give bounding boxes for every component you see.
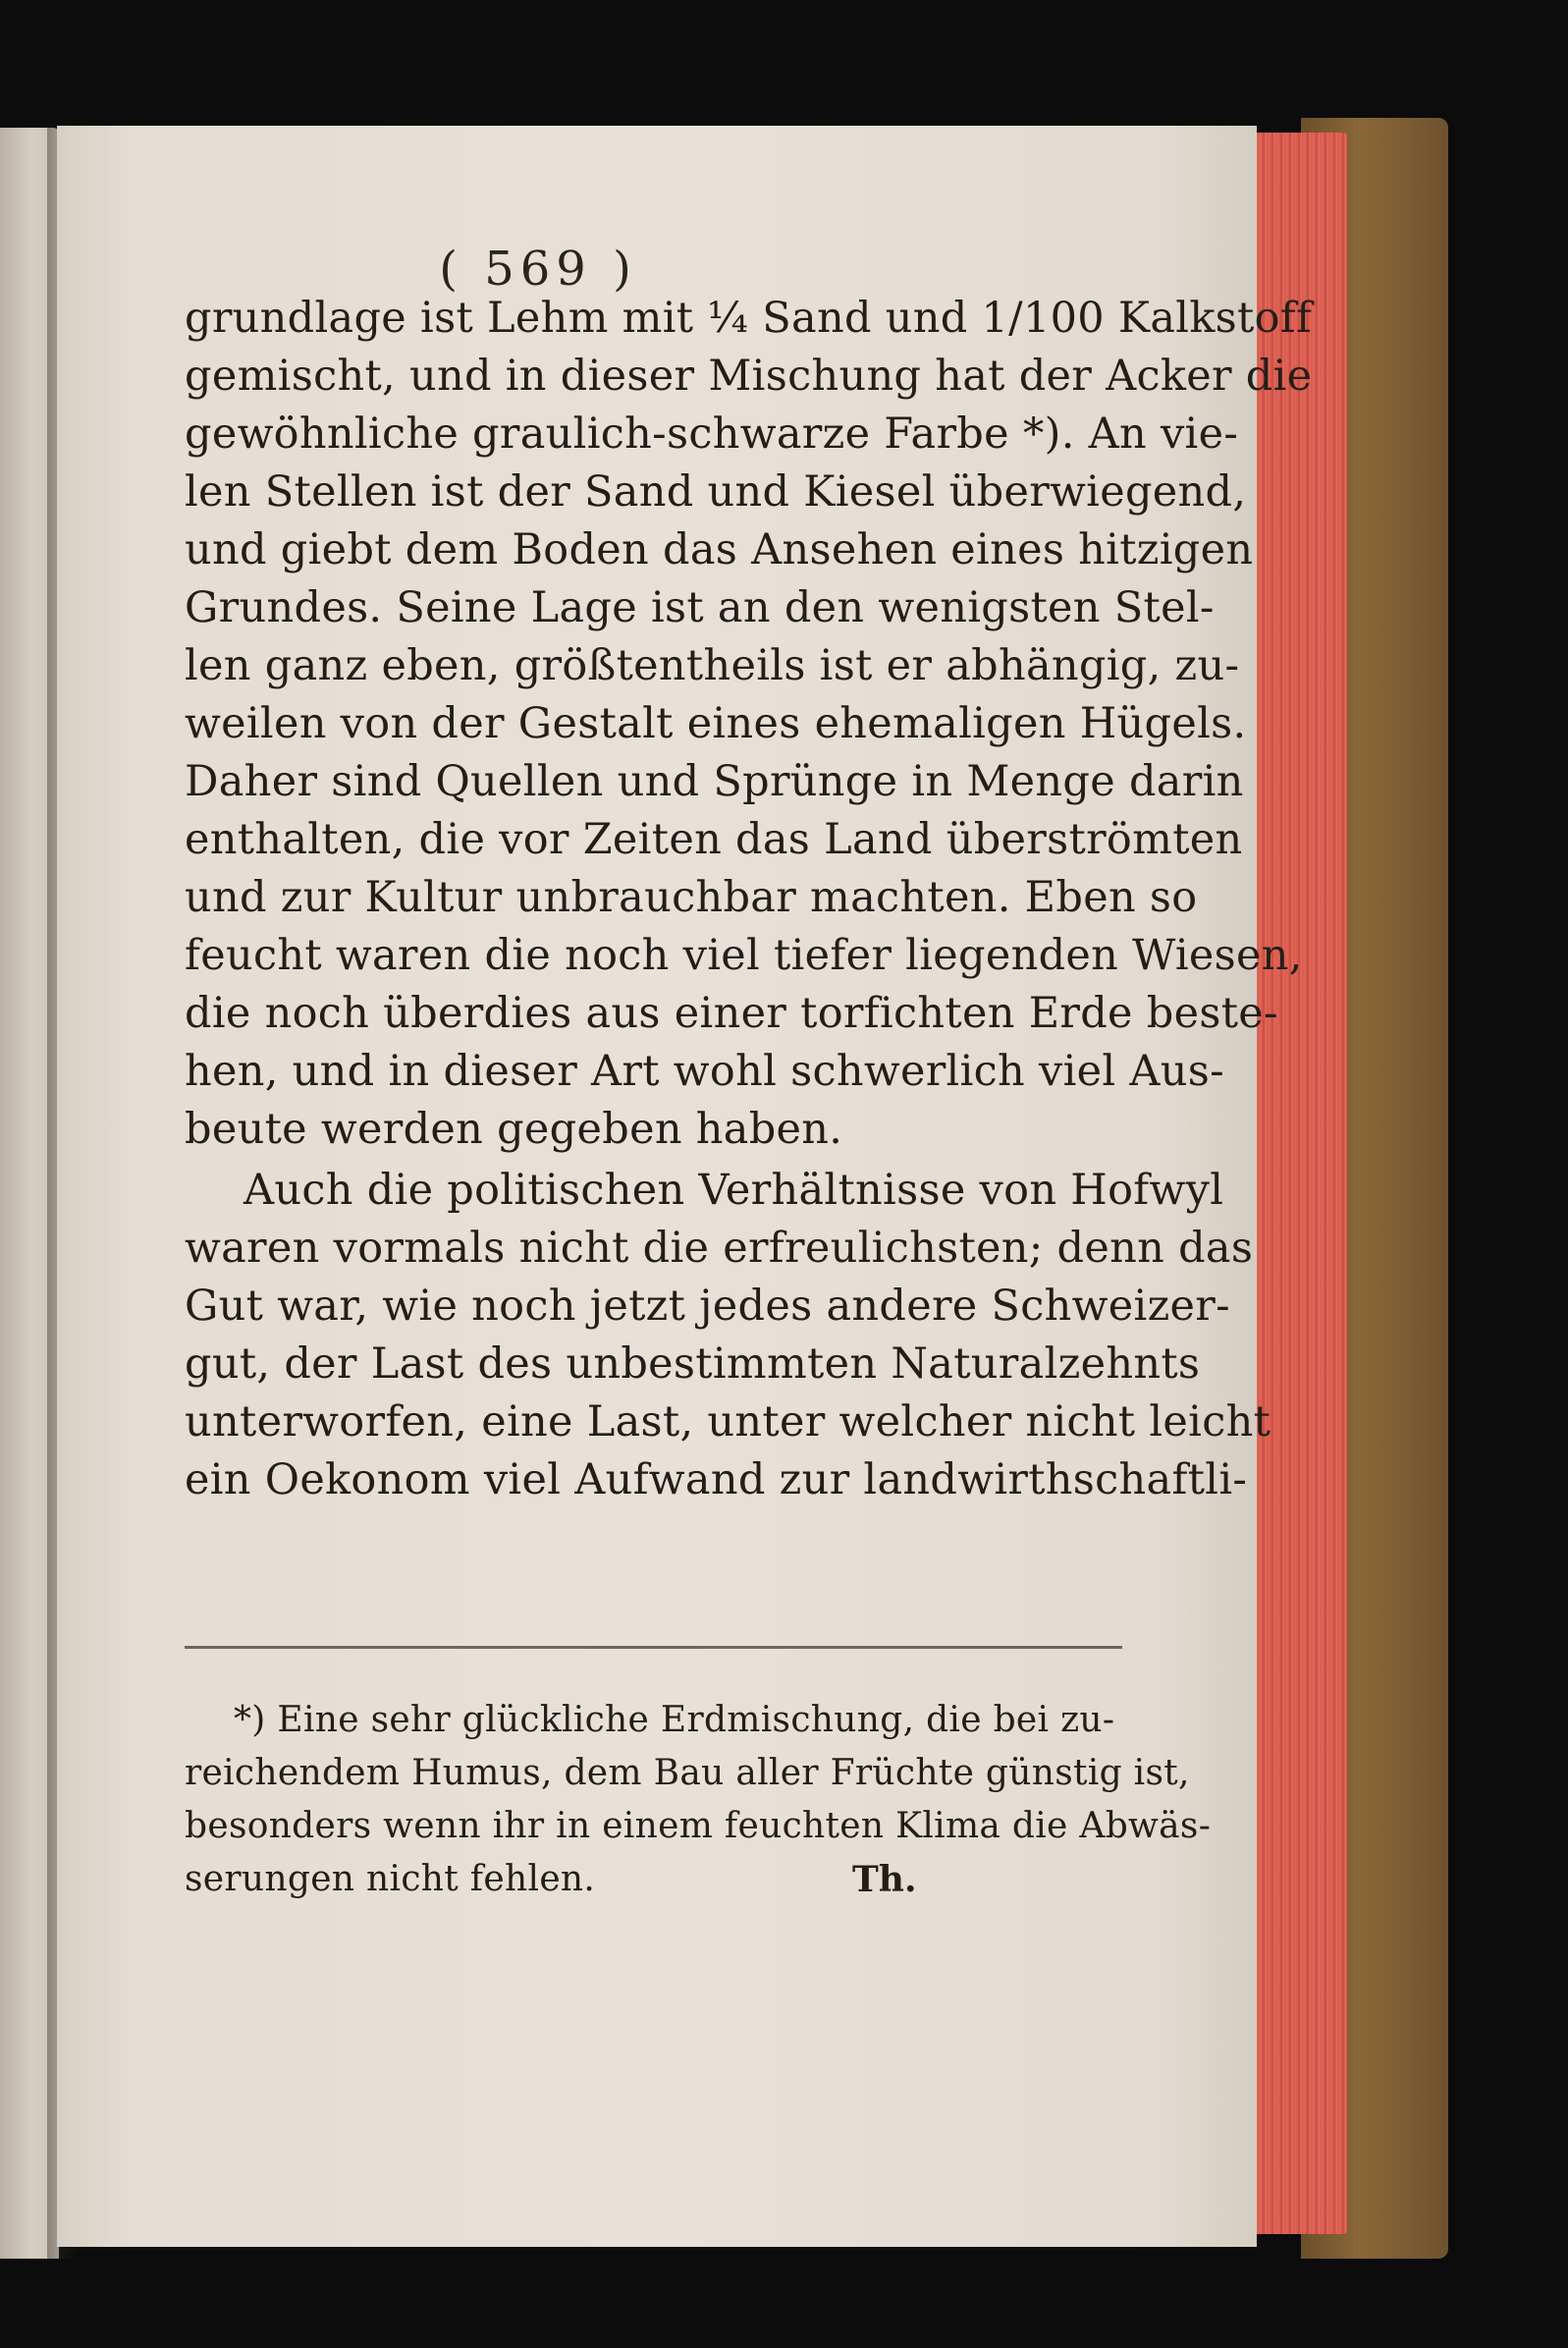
body-line: waren vormals nicht die erfreulichsten; denn das — [185, 1224, 1254, 1273]
footnote-rule — [185, 1646, 1122, 1649]
body-line: Auch die politischen Verhältnisse von Hofwyl — [243, 1166, 1224, 1215]
body-line: hen, und in dieser Art wohl schwerlich viel Aus- — [185, 1047, 1224, 1096]
body-line: len Stellen ist der Sand und Kiesel überwiegend, — [185, 467, 1247, 517]
body-line: gut, der Last des unbestimmten Naturalzehnts — [185, 1339, 1201, 1389]
footnote-line: serungen nicht fehlen. — [185, 1859, 596, 1899]
book-page — [57, 126, 1313, 2247]
body-line: weilen von der Gestalt eines ehemaligen Hügels. — [185, 699, 1247, 748]
body-line: gemischt, und in dieser Mischung hat der Acker die — [185, 352, 1313, 401]
body-line: grundlage ist Lehm mit ¼ Sand und 1/100 Kalkstoff — [185, 294, 1313, 343]
footnote-line: *) Eine sehr glückliche Erdmischung, die bei zu- — [234, 1700, 1115, 1740]
body-line: Daher sind Quellen und Sprünge in Menge darin — [185, 757, 1244, 806]
footnote-line: besonders wenn ihr in einem feuchten Klima die Abwäs- — [185, 1806, 1212, 1846]
body-line: Gut war, wie noch jetzt jedes andere Schweizer- — [185, 1282, 1230, 1331]
body-line: unterworfen, eine Last, unter welcher nicht leicht — [185, 1397, 1271, 1447]
body-line: len ganz eben, größtentheils ist er abhängig, zu- — [185, 641, 1240, 690]
footnote-line: reichendem Humus, dem Bau aller Früchte günstig ist, — [185, 1753, 1190, 1793]
page-stack-edge — [1249, 133, 1347, 2234]
page-number: ( 569 ) — [439, 242, 637, 297]
body-line: und zur Kultur unbrauchbar machten. Eben so — [185, 873, 1198, 922]
body-line: enthalten, die vor Zeiten das Land überströmten — [185, 815, 1243, 864]
body-line: gewöhnliche graulich-schwarze Farbe *). An vie- — [185, 410, 1239, 459]
body-line: und giebt dem Boden das Ansehen eines hitzigen — [185, 525, 1254, 574]
body-line: ein Oekonom viel Aufwand zur landwirthschaftli- — [185, 1455, 1248, 1504]
body-line: feucht waren die noch viel tiefer liegenden Wiesen, — [185, 931, 1303, 980]
body-line: beute werden gegeben haben. — [185, 1105, 843, 1154]
body-line: Grundes. Seine Lage ist an den wenigsten Stel- — [185, 583, 1215, 632]
body-line: die noch überdies aus einer torfichten Erde beste- — [185, 989, 1278, 1038]
footnote-signature: Th. — [852, 1859, 917, 1900]
